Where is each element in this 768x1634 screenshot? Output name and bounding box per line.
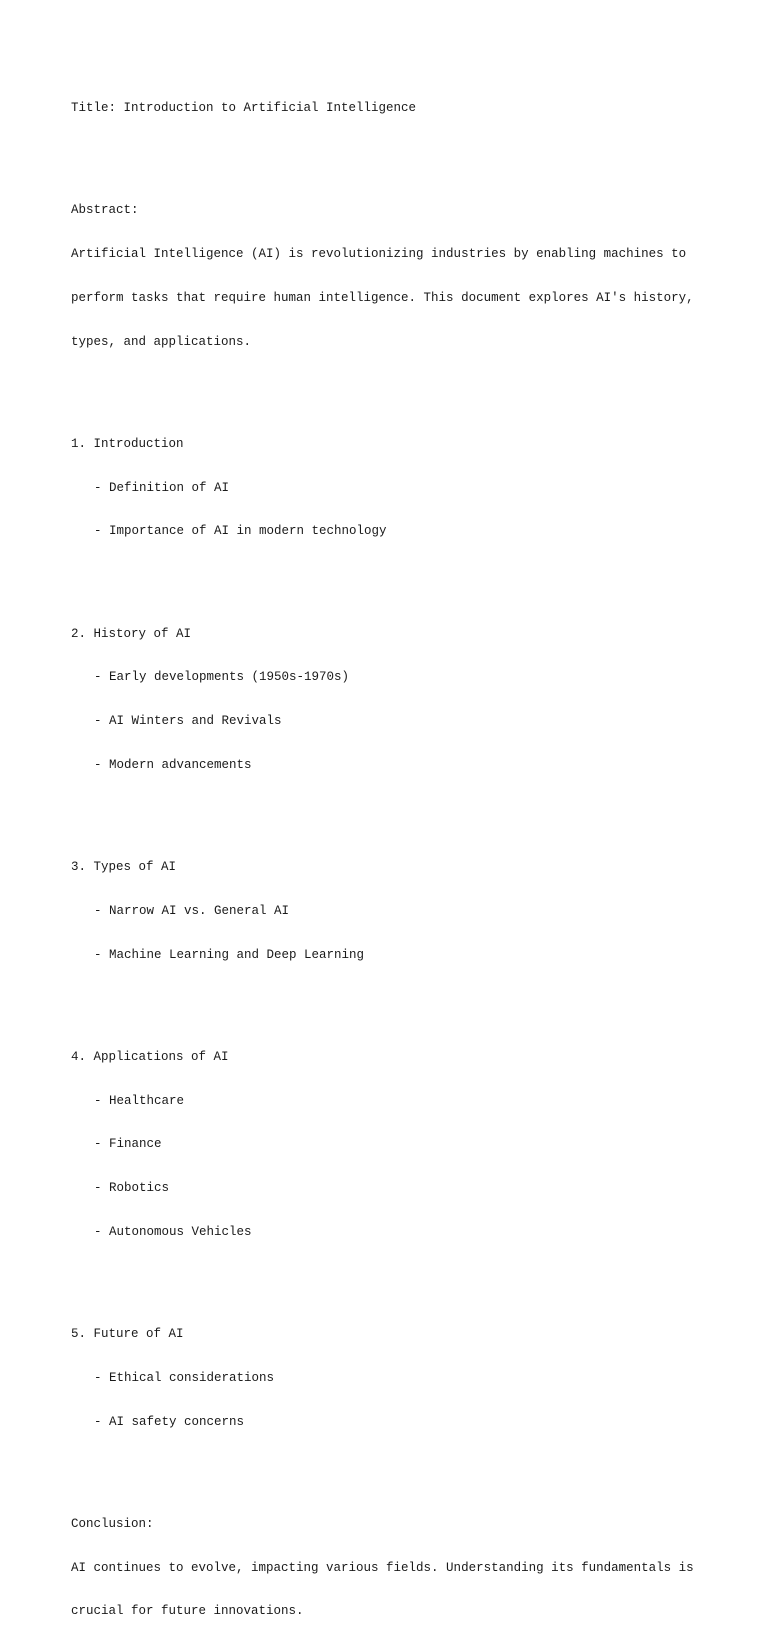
section-item: - Early developments (1950s-1970s) <box>94 670 350 685</box>
section-heading: 3. Types of AI <box>71 860 177 875</box>
document-body <box>71 72 711 1634</box>
spacer <box>71 1269 711 1284</box>
section-item: - Healthcare <box>94 1093 185 1108</box>
section-heading: 1. Introduction <box>71 436 184 451</box>
conclusion-line: AI continues to evolve, impacting various fields. Understanding its fundamentals is <box>71 1560 694 1575</box>
conclusion-heading: Conclusion: <box>71 1516 154 1531</box>
abstract-line: types, and applications. <box>71 334 252 349</box>
conclusion-line: crucial for future innovations. <box>71 1604 304 1619</box>
section-item: - Modern advancements <box>94 757 252 772</box>
abstract-line: Artificial Intelligence (AI) is revolutionizing industries by enabling machines to <box>71 247 687 262</box>
section-heading: 5. Future of AI <box>71 1327 184 1342</box>
abstract-line: perform tasks that require human intelligence. This document explores AI's history, <box>71 290 694 305</box>
document-title: Title: Introduction to Artificial Intelligence <box>71 101 417 116</box>
spacer <box>71 378 711 393</box>
section-item: - Robotics <box>94 1181 170 1196</box>
spacer <box>71 1458 711 1473</box>
section-item: - AI safety concerns <box>94 1414 245 1429</box>
section-item: - AI Winters and Revivals <box>94 714 282 729</box>
spacer <box>71 991 711 1006</box>
section-item: - Autonomous Vehicles <box>94 1224 252 1239</box>
spacer <box>71 802 711 817</box>
spacer <box>71 568 711 583</box>
section-item: - Definition of AI <box>94 480 230 495</box>
abstract-heading: Abstract: <box>71 203 139 218</box>
section-heading: 4. Applications of AI <box>71 1049 229 1064</box>
section-item: - Narrow AI vs. General AI <box>94 903 290 918</box>
section-heading: 2. History of AI <box>71 626 192 641</box>
section-item: - Importance of AI in modern technology <box>94 524 387 539</box>
section-item: - Machine Learning and Deep Learning <box>94 947 365 962</box>
section-item: - Finance <box>94 1137 162 1152</box>
spacer <box>71 145 711 160</box>
section-item: - Ethical considerations <box>94 1370 275 1385</box>
